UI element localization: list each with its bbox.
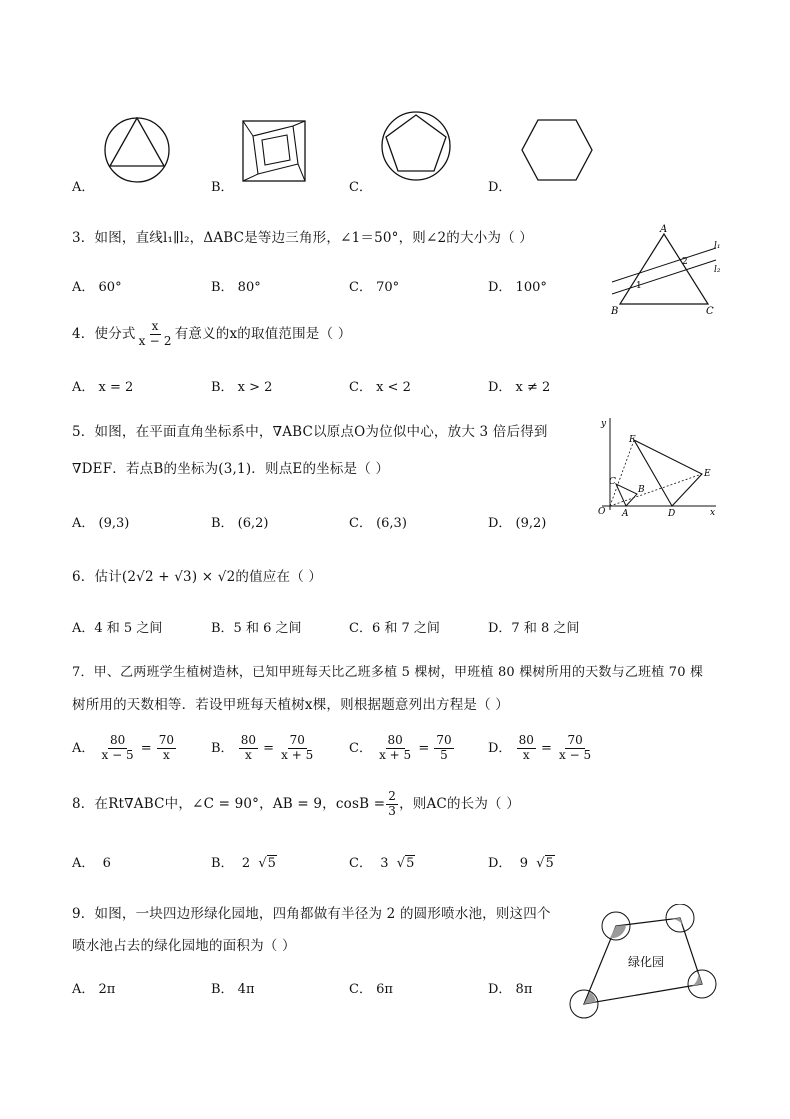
q5-option-d[interactable]: D． (9,2)	[488, 516, 547, 531]
q4-suffix: 有意义的x的取值范围是（ ）	[174, 325, 352, 342]
q3-option-c[interactable]: C． 70°	[349, 280, 400, 295]
q5-option-a[interactable]: A． (9,3)	[72, 516, 130, 531]
q5-option-c[interactable]: C． (6,3)	[349, 516, 407, 531]
q8-option-b[interactable]: B． 2 √5	[211, 856, 276, 871]
label-b: B	[638, 485, 645, 495]
q6-option-c[interactable]: C．6 和 7 之间	[349, 621, 440, 636]
label-l1: l₁	[714, 241, 721, 251]
label-x: x	[710, 508, 716, 518]
q3-figure	[608, 220, 732, 318]
q4-prefix: 4．使分式	[72, 325, 136, 342]
label-c: C	[706, 306, 714, 317]
q8-prefix: 8．在Rt∇ABC中，∠C = 90°，AB = 9，cosB =	[72, 795, 386, 812]
q5-stem-line2: ∇DEF．若点B的坐标为(3,1)．则点E的坐标是（ ）	[72, 461, 390, 477]
equilateral-triangle	[620, 234, 708, 304]
q5-option-b[interactable]: B． (6,2)	[211, 516, 269, 531]
q8-option-c[interactable]: C． 3 √5	[349, 856, 415, 871]
q8-option-d[interactable]: D． 9 √5	[488, 856, 554, 871]
q8-stem	[72, 790, 520, 819]
q9-option-c[interactable]: C． 6π	[349, 982, 393, 997]
q2-figure-c	[378, 108, 454, 184]
circle-shape	[105, 118, 169, 182]
q9-stem-line2: 喷水池占去的绿化园地的面积为（ ）	[72, 938, 296, 954]
label-a: A	[622, 509, 629, 519]
triangle-def	[634, 440, 702, 506]
triangle-shape	[110, 118, 164, 166]
q9-stem-line1: 9．如图，一块四边形绿化园地，四角都做有半径为 2 的圆形喷水池，则这四个	[72, 906, 551, 922]
q6-stem	[72, 565, 322, 585]
label-l2: l₂	[714, 265, 721, 275]
hexagon-shape	[522, 120, 592, 180]
q6-option-a[interactable]: A．4 和 5 之间	[72, 621, 163, 636]
q2-figure-d	[518, 116, 596, 184]
q7-option-c[interactable]: C． $\frac{80}{x + 5}$ = $\frac{70}{5}$	[349, 733, 452, 762]
q3-option-a[interactable]: A． 60°	[72, 280, 122, 295]
label-e: E	[704, 469, 711, 479]
q3-option-b[interactable]: B． 80°	[211, 280, 261, 295]
q2-option-c[interactable]: C．	[349, 180, 372, 195]
inner-square	[253, 126, 298, 174]
q7-stem-line2: 树所用的天数相等．若设甲班每天植树x棵，则根据题意列出方程是（ ）	[72, 697, 510, 713]
label-c: C	[609, 477, 616, 487]
q4-option-a[interactable]: A． x = 2	[72, 380, 134, 395]
label-f: F	[629, 435, 636, 445]
label-d: D	[668, 509, 676, 519]
label-angle-2: 2	[682, 257, 688, 267]
q7-stem-line1: 7．甲、乙两班学生植树造林，已知甲班每天比乙班多植 5 棵树，甲班植 80 棵树所用的天数与乙班植 70 棵	[72, 665, 704, 680]
inner-square-2	[262, 135, 290, 165]
label-a: A	[660, 224, 668, 235]
q4-option-b[interactable]: B． x > 2	[211, 380, 273, 395]
q3-stem: 3．如图，直线l₁∥l₂，ΔABC是等边三角形，∠1＝50°，则∠2的大小为（ ）	[72, 230, 534, 246]
q9-option-b[interactable]: B． 4π	[211, 982, 255, 997]
garden-label: 绿化园	[628, 955, 665, 969]
label-b: B	[611, 306, 619, 317]
q3-option-d[interactable]: D． 100°	[488, 280, 547, 295]
label-y: y	[601, 419, 607, 429]
q7-option-a[interactable]: A． $\frac{80}{x - 5}$ = $\frac{70}{x}$	[72, 733, 175, 762]
q8-option-a[interactable]: A． 6	[72, 856, 111, 871]
label-o: O	[598, 507, 606, 517]
q6-option-b[interactable]: B．5 和 6 之间	[211, 621, 302, 636]
q2-figure-b	[240, 118, 310, 184]
q4-option-c[interactable]: C． x < 2	[349, 380, 411, 395]
q9-option-d[interactable]: D． 8π	[488, 982, 533, 997]
q5-stem-line1: 5．如图，在平面直角坐标系中，∇ABC以原点O为位似中心，放大 3 倍后得到	[72, 424, 548, 440]
q8-suffix: ，则AC的长为（ ）	[399, 795, 520, 812]
q4-option-d[interactable]: D． x ≠ 2	[488, 380, 551, 395]
q9-figure	[564, 904, 724, 1030]
q7-option-d[interactable]: D． $\frac{80}{x}$ = $\frac{70}{x - 5}$	[488, 733, 592, 762]
q6-option-d[interactable]: D．7 和 8 之间	[488, 621, 580, 636]
q2-option-a[interactable]: A．	[72, 180, 95, 195]
pentagon-shape	[386, 115, 446, 171]
q8-fraction: $\frac{2}{3}$	[388, 789, 397, 818]
q2-option-d[interactable]: D．	[488, 180, 512, 195]
outer-square	[243, 121, 305, 181]
circle-shape	[382, 112, 450, 180]
q4-fraction: $\frac{x}{x - 2}$	[138, 319, 172, 348]
q7-option-b[interactable]: B． $\frac{80}{x}$ = $\frac{70}{x + 5}$	[211, 733, 314, 762]
label-angle-1: 1	[636, 281, 642, 291]
q6-expression: (2√2 + √3) × √2	[121, 569, 236, 585]
corner-sector-top-left	[610, 925, 626, 938]
q5-figure	[592, 414, 722, 520]
q9-option-a[interactable]: A． 2π	[72, 982, 116, 997]
q6-prefix: 6．估计	[72, 569, 122, 585]
q6-suffix: 的值应在（ ）	[235, 569, 323, 585]
q2-option-b[interactable]: B．	[211, 180, 234, 195]
q4-stem	[72, 320, 351, 349]
q2-figure-a	[100, 112, 176, 188]
